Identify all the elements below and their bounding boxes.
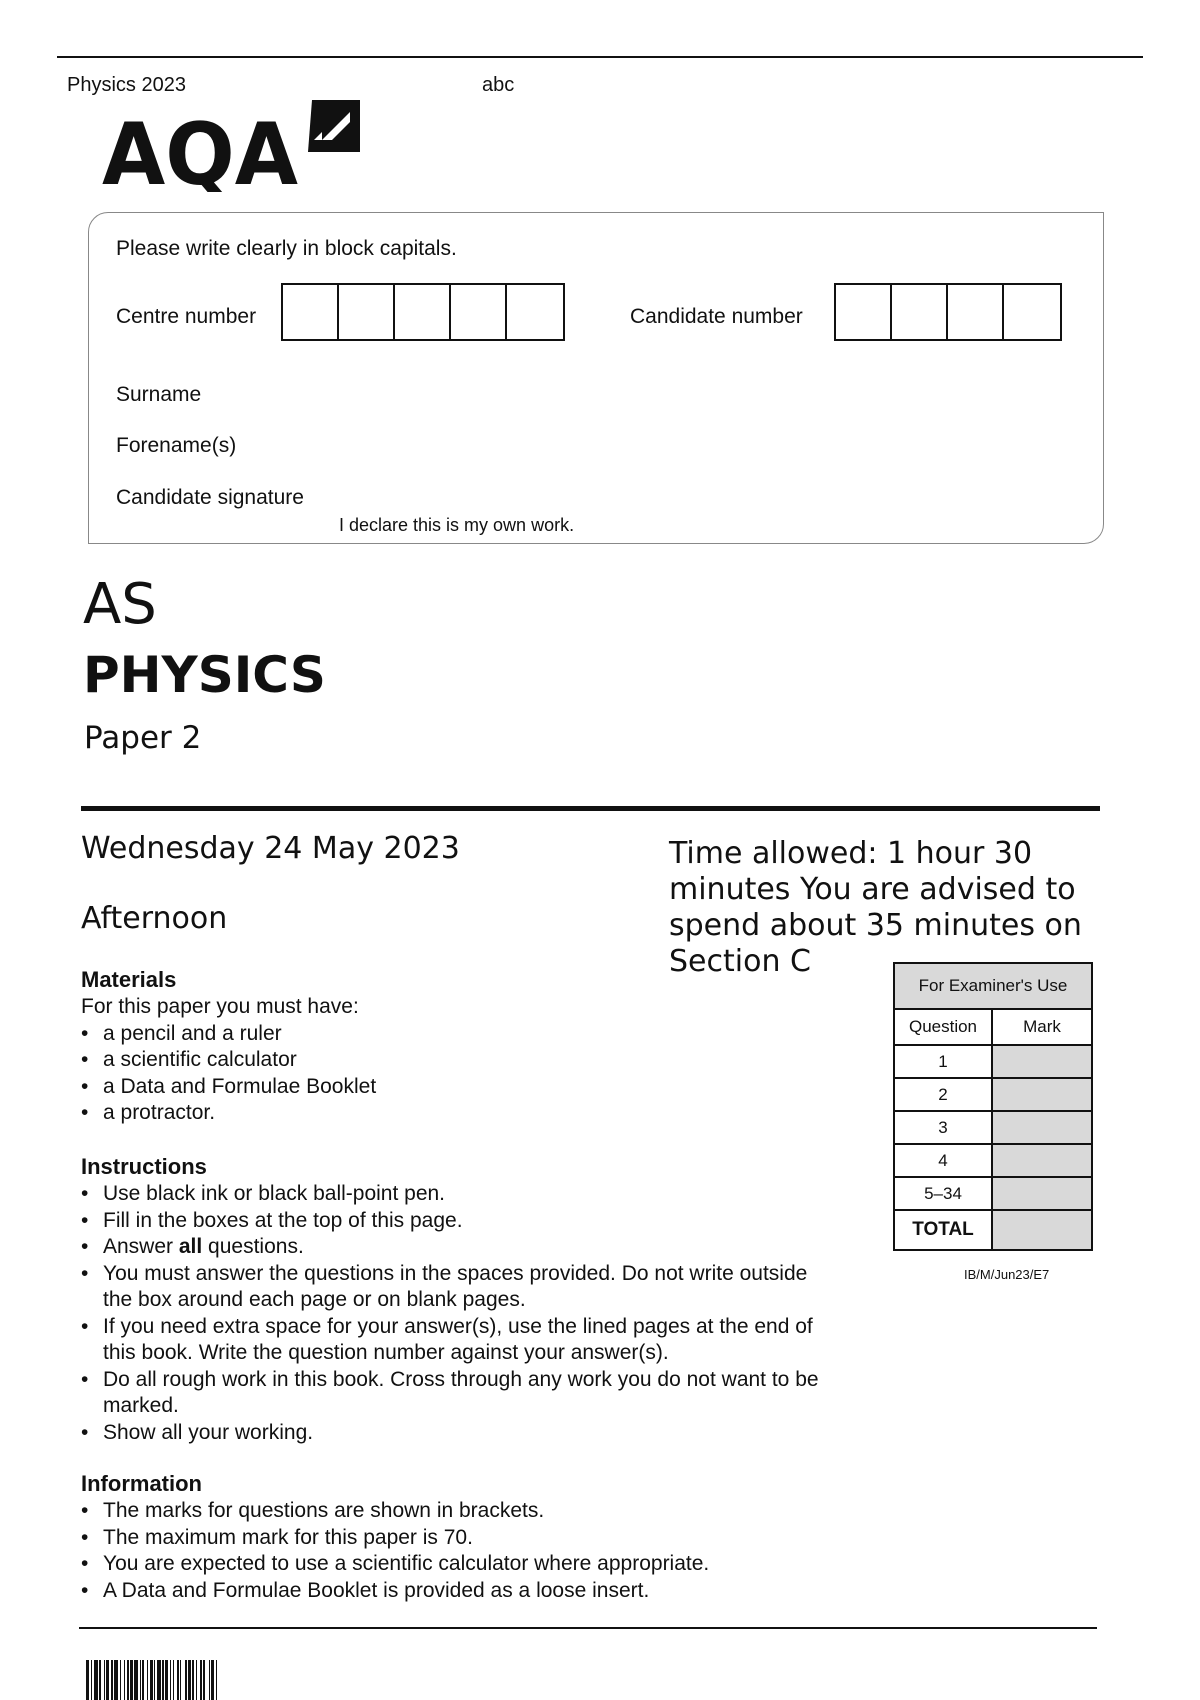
total-mark-cell: [992, 1210, 1092, 1250]
centre-number-digit-box[interactable]: [395, 285, 451, 339]
mark-cell: [992, 1045, 1092, 1078]
surname-label: Surname: [116, 383, 202, 406]
time-allowed: Time allowed: 1 hour 30 minutes You are advised to spend about 35 minutes on Section C: [669, 836, 1082, 979]
centre-number-digit-box[interactable]: [339, 285, 395, 339]
total-row: [894, 1210, 1092, 1250]
table-row: [894, 1144, 1092, 1177]
question-number: 5–34: [894, 1177, 992, 1210]
instructions-heading: Instructions: [81, 1154, 207, 1179]
candidate-number-digit-box[interactable]: [1004, 285, 1060, 339]
header-extra-text: abc: [482, 74, 515, 96]
instructions-section: [81, 1153, 841, 1446]
instructions-item-text: Answer: [103, 1235, 179, 1258]
table-row: [894, 1177, 1092, 1210]
information-item: • The marks for questions are shown in brackets.: [81, 1498, 841, 1525]
candidate-signature-label: Candidate signature: [116, 486, 304, 509]
title-rule: [81, 806, 1100, 811]
centre-number-digit-box[interactable]: [283, 285, 339, 339]
information-item: • You are expected to use a scientific calculator where appropriate.: [81, 1551, 841, 1578]
instructions-item: • Do all rough work in this book. Cross through any work you do not want to be marked.: [81, 1367, 841, 1420]
candidate-number-digit-box[interactable]: [948, 285, 1004, 339]
instructions-item: • Fill in the boxes at the top of this page.: [81, 1208, 841, 1235]
header-subject-year: Physics 2023: [67, 74, 186, 96]
instructions-item: • Use black ink or black ball-point pen.: [81, 1181, 841, 1208]
candidate-details-box: [88, 212, 1104, 544]
exam-code: IB/M/Jun23/E7: [964, 1267, 1050, 1282]
block-capitals-instruction: Please write clearly in block capitals.: [116, 237, 457, 260]
information-list: [81, 1498, 841, 1604]
mark-cell: [992, 1111, 1092, 1144]
instructions-item: • If you need extra space for your answer(s), use the lined pages at the end of this book. Write the question number against your answer(s).: [81, 1314, 841, 1367]
barcode-image: [86, 1660, 470, 1700]
bottom-rule: [79, 1627, 1097, 1629]
table-row: [894, 1078, 1092, 1111]
table-row: [894, 1045, 1092, 1078]
paper-number: Paper 2: [84, 720, 202, 756]
candidate-number-field[interactable]: [834, 283, 1062, 341]
instructions-item: • You must answer the questions in the spaces provided. Do not write outside the box around each page or on blank pages.: [81, 1261, 841, 1314]
materials-item: • a Data and Formulae Booklet: [81, 1074, 841, 1101]
materials-heading: Materials: [81, 967, 177, 992]
question-number: 2: [894, 1078, 992, 1111]
candidate-number-label: Candidate number: [630, 305, 803, 328]
candidate-number-digit-box[interactable]: [836, 285, 892, 339]
information-heading: Information: [81, 1471, 202, 1496]
own-work-declaration: I declare this is my own work.: [339, 515, 575, 535]
instructions-list: [81, 1181, 841, 1446]
information-section: [81, 1470, 841, 1604]
centre-number-field[interactable]: [281, 283, 565, 341]
materials-intro: For this paper you must have:: [81, 995, 359, 1018]
mark-column-header: Mark: [992, 1009, 1092, 1045]
top-rule: [57, 56, 1143, 58]
aqa-logo: [100, 92, 370, 197]
question-number: 3: [894, 1111, 992, 1144]
question-number: 1: [894, 1045, 992, 1078]
centre-number-digit-box[interactable]: [451, 285, 507, 339]
instructions-item-emphasis: all: [178, 1235, 203, 1258]
materials-item: • a protractor.: [81, 1100, 841, 1127]
question-number: 4: [894, 1144, 992, 1177]
mark-cell: [992, 1177, 1092, 1210]
mark-cell: [992, 1078, 1092, 1111]
examiners-use-title: For Examiner's Use: [894, 963, 1092, 1009]
centre-number-digit-box[interactable]: [507, 285, 563, 339]
centre-number-label: Centre number: [116, 305, 257, 328]
materials-section: [81, 966, 841, 1127]
information-item: • A Data and Formulae Booklet is provided as a loose insert.: [81, 1578, 841, 1605]
question-column-header: Question: [894, 1009, 992, 1045]
mark-cell: [992, 1144, 1092, 1177]
table-row: [894, 1111, 1092, 1144]
candidate-number-digit-box[interactable]: [892, 285, 948, 339]
exam-session: Afternoon: [81, 901, 228, 936]
qualification-level: AS: [83, 572, 157, 637]
instructions-item: [81, 1234, 841, 1261]
subject-title: PHYSICS: [83, 646, 326, 704]
materials-item: • a pencil and a ruler: [81, 1021, 841, 1048]
information-item: • The maximum mark for this paper is 70.: [81, 1525, 841, 1552]
instructions-item: • Show all your working.: [81, 1420, 841, 1447]
forenames-label: Forename(s): [116, 434, 237, 457]
instructions-item-text: questions.: [202, 1235, 304, 1258]
exam-date: Wednesday 24 May 2023: [81, 831, 460, 866]
aqa-logo-text: AQA: [102, 105, 299, 192]
total-label: TOTAL: [894, 1210, 992, 1250]
materials-item: • a scientific calculator: [81, 1047, 841, 1074]
examiners-use-table: [893, 962, 1093, 1251]
materials-list: [81, 1021, 841, 1127]
